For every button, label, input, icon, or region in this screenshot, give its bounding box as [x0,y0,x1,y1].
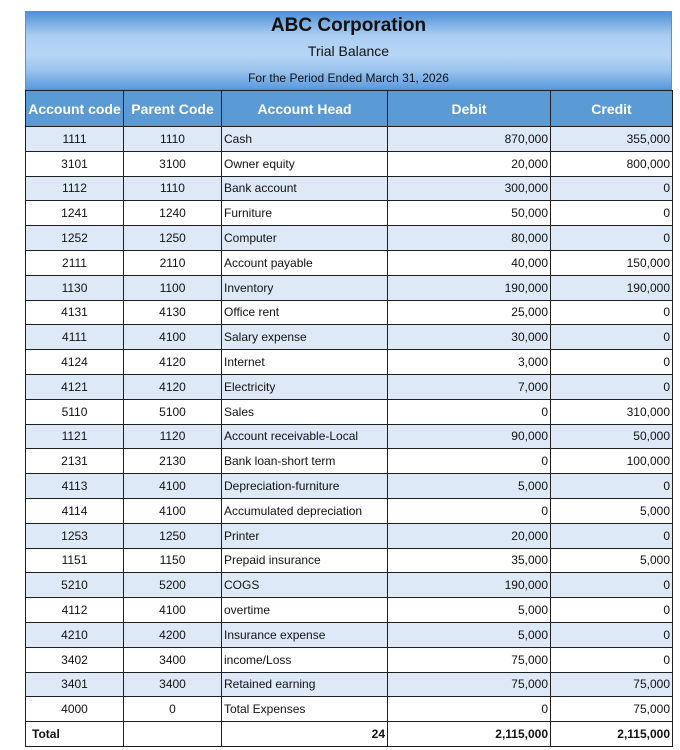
parent-code-cell: 5200 [124,573,222,598]
parent-code-cell: 1250 [124,226,222,251]
debit-cell: 870,000 [388,127,551,152]
table-row [26,127,673,152]
debit-cell: 30,000 [388,325,551,350]
report-period: For the Period Ended March 31, 2026 [248,71,449,85]
account-code-cell: 5110 [26,399,124,424]
total-count: 24 [222,722,388,747]
debit-cell: 35,000 [388,548,551,573]
report-title: Trial Balance [307,43,390,59]
parent-code-cell: 4100 [124,474,222,499]
credit-cell: 0 [551,201,673,226]
credit-cell: 310,000 [551,399,673,424]
table-row [26,151,673,176]
table-row [26,622,673,647]
table-row [26,573,673,598]
credit-cell: 0 [551,647,673,672]
column-header-account-code: Account code [26,91,124,127]
debit-cell: 5,000 [388,474,551,499]
table-row [26,399,673,424]
account-code-cell: 1241 [26,201,124,226]
parent-code-cell: 1120 [124,424,222,449]
parent-code-cell: 1240 [124,201,222,226]
account-code-cell: 1252 [26,226,124,251]
account-head-cell: Electricity [222,374,388,399]
trial-balance-sheet [25,11,672,747]
credit-cell: 0 [551,523,673,548]
credit-cell: 50,000 [551,424,673,449]
credit-cell: 75,000 [551,672,673,697]
account-head-cell: Salary expense [222,325,388,350]
debit-cell: 25,000 [388,300,551,325]
table-row [26,176,673,201]
table-row [26,250,673,275]
account-head-cell: overtime [222,598,388,623]
total-credit: 2,115,000 [551,722,673,747]
company-name: ABC Corporation [270,15,427,36]
credit-cell: 0 [551,573,673,598]
debit-cell: 75,000 [388,672,551,697]
parent-code-cell: 5100 [124,399,222,424]
account-code-cell: 4113 [26,474,124,499]
account-head-cell: Depreciation-furniture [222,474,388,499]
account-code-cell: 2111 [26,250,124,275]
table-body [26,127,673,722]
parent-code-cell: 1100 [124,275,222,300]
account-head-cell: Insurance expense [222,622,388,647]
parent-code-cell: 1110 [124,127,222,152]
credit-cell: 0 [551,374,673,399]
debit-cell: 3,000 [388,350,551,375]
account-head-cell: Owner equity [222,151,388,176]
account-code-cell: 4114 [26,498,124,523]
parent-code-cell: 1250 [124,523,222,548]
account-code-cell: 3401 [26,672,124,697]
report-header [25,11,672,90]
account-code-cell: 4000 [26,697,124,722]
credit-cell: 0 [551,226,673,251]
parent-code-cell: 2130 [124,449,222,474]
credit-cell: 0 [551,176,673,201]
account-head-cell: Printer [222,523,388,548]
table-header-row [26,91,673,127]
debit-cell: 5,000 [388,598,551,623]
credit-cell: 0 [551,300,673,325]
parent-code-cell: 4120 [124,374,222,399]
parent-code-cell: 4120 [124,350,222,375]
table-row [26,672,673,697]
total-row [26,722,673,747]
account-code-cell: 3101 [26,151,124,176]
parent-code-cell: 0 [124,697,222,722]
debit-cell: 40,000 [388,250,551,275]
credit-cell: 5,000 [551,498,673,523]
total-label: Total [26,722,124,747]
table-row [26,474,673,499]
credit-cell: 0 [551,622,673,647]
credit-cell: 800,000 [551,151,673,176]
account-code-cell: 1151 [26,548,124,573]
debit-cell: 0 [388,399,551,424]
account-head-cell: Bank loan-short term [222,449,388,474]
trial-balance-table [25,90,673,747]
credit-cell: 0 [551,325,673,350]
account-code-cell: 1111 [26,127,124,152]
account-head-cell: Inventory [222,275,388,300]
parent-code-cell: 3400 [124,647,222,672]
parent-code-cell: 1110 [124,176,222,201]
debit-cell: 50,000 [388,201,551,226]
table-row [26,449,673,474]
debit-cell: 0 [388,697,551,722]
account-head-cell: COGS [222,573,388,598]
parent-code-cell: 3400 [124,672,222,697]
account-code-cell: 4111 [26,325,124,350]
total-debit: 2,115,000 [388,722,551,747]
table-row [26,201,673,226]
debit-cell: 7,000 [388,374,551,399]
table-row [26,598,673,623]
column-header-debit: Debit [388,91,551,127]
column-header-parent-code: Parent Code [124,91,222,127]
debit-cell: 0 [388,449,551,474]
debit-cell: 90,000 [388,424,551,449]
account-head-cell: Furniture [222,201,388,226]
table-row [26,424,673,449]
credit-cell: 75,000 [551,697,673,722]
table-row [26,300,673,325]
table-row [26,275,673,300]
debit-cell: 5,000 [388,622,551,647]
account-code-cell: 1121 [26,424,124,449]
column-header-account-head: Account Head [222,91,388,127]
account-code-cell: 2131 [26,449,124,474]
credit-cell: 0 [551,350,673,375]
column-header-credit: Credit [551,91,673,127]
credit-cell: 5,000 [551,548,673,573]
debit-cell: 80,000 [388,226,551,251]
account-head-cell: Accumulated depreciation [222,498,388,523]
account-code-cell: 5210 [26,573,124,598]
parent-code-cell: 4130 [124,300,222,325]
account-head-cell: Prepaid insurance [222,548,388,573]
debit-cell: 190,000 [388,275,551,300]
credit-cell: 190,000 [551,275,673,300]
account-head-cell: Account receivable-Local [222,424,388,449]
parent-code-cell: 1150 [124,548,222,573]
table-row [26,548,673,573]
parent-code-cell: 2110 [124,250,222,275]
table-row [26,350,673,375]
table-row [26,498,673,523]
parent-code-cell: 4200 [124,622,222,647]
debit-cell: 20,000 [388,151,551,176]
parent-code-cell: 3100 [124,151,222,176]
table-row [26,374,673,399]
account-head-cell: Cash [222,127,388,152]
account-code-cell: 4131 [26,300,124,325]
account-code-cell: 1112 [26,176,124,201]
account-head-cell: Retained earning [222,672,388,697]
debit-cell: 0 [388,498,551,523]
debit-cell: 300,000 [388,176,551,201]
account-code-cell: 1130 [26,275,124,300]
credit-cell: 0 [551,598,673,623]
table-row [26,697,673,722]
table-row [26,325,673,350]
parent-code-cell: 4100 [124,598,222,623]
credit-cell: 100,000 [551,449,673,474]
account-head-cell: Computer [222,226,388,251]
parent-code-cell: 4100 [124,498,222,523]
parent-code-cell: 4100 [124,325,222,350]
account-head-cell: Total Expenses [222,697,388,722]
account-code-cell: 4112 [26,598,124,623]
account-code-cell: 4124 [26,350,124,375]
account-head-cell: Account payable [222,250,388,275]
credit-cell: 0 [551,474,673,499]
account-code-cell: 4210 [26,622,124,647]
table-row [26,523,673,548]
debit-cell: 20,000 [388,523,551,548]
debit-cell: 190,000 [388,573,551,598]
account-head-cell: Sales [222,399,388,424]
credit-cell: 355,000 [551,127,673,152]
account-head-cell: Internet [222,350,388,375]
debit-cell: 75,000 [388,647,551,672]
table-row [26,226,673,251]
total-parent-cell [124,722,222,747]
credit-cell: 150,000 [551,250,673,275]
account-code-cell: 3402 [26,647,124,672]
account-head-cell: income/Loss [222,647,388,672]
account-head-cell: Office rent [222,300,388,325]
table-row [26,647,673,672]
account-head-cell: Bank account [222,176,388,201]
account-code-cell: 1253 [26,523,124,548]
account-code-cell: 4121 [26,374,124,399]
